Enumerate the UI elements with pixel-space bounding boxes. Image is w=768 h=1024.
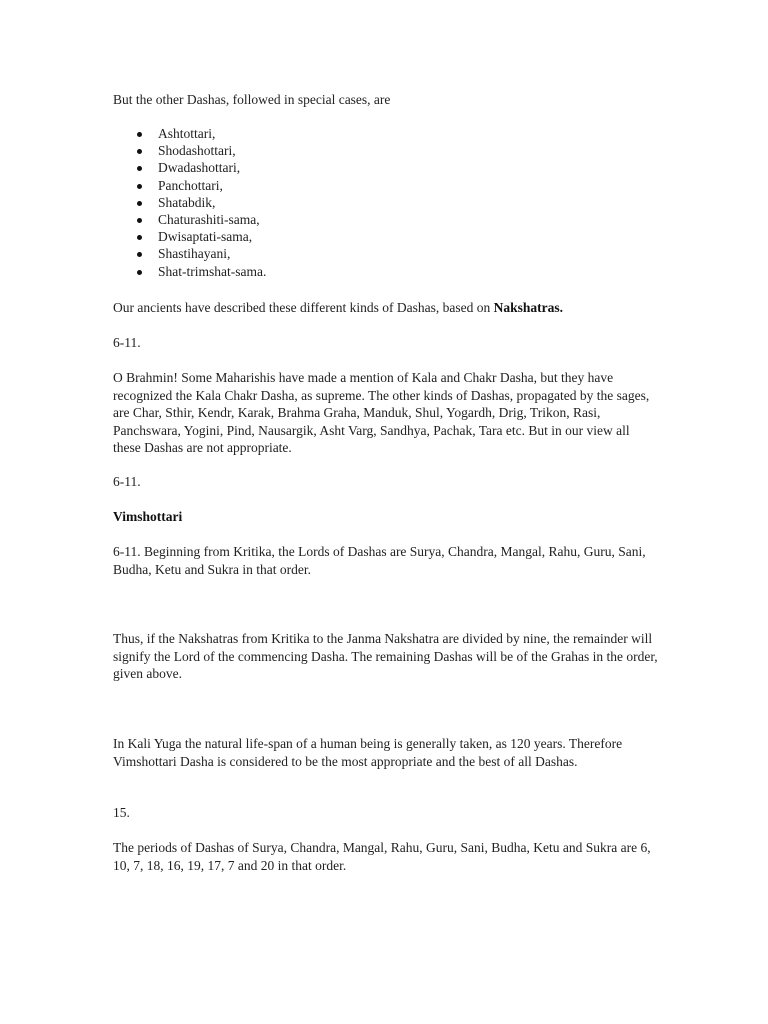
verse-reference: 6-11. bbox=[113, 474, 141, 489]
intro-text: But the other Dashas, followed in special cases, are bbox=[113, 92, 391, 107]
ancients-text: Our ancients have described these different kinds of Dashas, based on bbox=[113, 300, 494, 315]
nakshatras-bold: Nakshatras. bbox=[493, 300, 564, 315]
list-item: Chaturashiti-sama, bbox=[113, 211, 266, 228]
verse-reference: 6-11. bbox=[113, 335, 141, 350]
brahmin-paragraph: O Brahmin! Some Maharishis have made a mention of Kala and Chakr Dasha, but they have recognized the Kala Chakr Dasha, as supreme. The other kinds of Dashas, propagated by the sages, are Char, Sthir, Kendr, Karak, Brahma Graha, Manduk, Shul, Yogardh, Drig, Trikon, Rasi, Panchswara, Yogini, Pind, Nausargik, Asht Varg, Sandhya, Pachak, Tara etc. But in our view all these Dashas are not appropriate. bbox=[113, 370, 650, 455]
list-item: Shat-trimshat-sama. bbox=[113, 263, 266, 280]
list-item: Panchottari, bbox=[113, 177, 266, 194]
list-item: Shodashottari, bbox=[113, 142, 266, 159]
thus-paragraph: Thus, if the Nakshatras from Kritika to the Janma Nakshatra are divided by nine, the remainder will signify the Lord of the commencing Dasha. The remaining Dashas will be of the Grahas in the order, given above. bbox=[113, 631, 658, 681]
list-item: Dwadashottari, bbox=[113, 159, 266, 176]
list-item: Shatabdik, bbox=[113, 194, 266, 211]
dasha-list bbox=[113, 125, 266, 280]
kali-yuga-paragraph: In Kali Yuga the natural life-span of a human being is generally taken, as 120 years. Therefore Vimshottari Dasha is considered to be the most appropriate and the best of all Dashas. bbox=[113, 736, 623, 769]
section-heading: Vimshottari bbox=[113, 509, 183, 524]
list-item: Shastihayani, bbox=[113, 245, 266, 262]
verse-reference: 15. bbox=[113, 805, 130, 820]
ancients-paragraph bbox=[113, 299, 673, 317]
list-item: Dwisaptati-sama, bbox=[113, 228, 266, 245]
lords-paragraph: 6-11. Beginning from Kritika, the Lords of Dashas are Surya, Chandra, Mangal, Rahu, Guru, Sani, Budha, Ketu and Sukra in that order. bbox=[113, 544, 646, 577]
periods-paragraph: The periods of Dashas of Surya, Chandra, Mangal, Rahu, Guru, Sani, Budha, Ketu and Sukra are 6, 10, 7, 18, 16, 19, 17, 7 and 20 in that order. bbox=[113, 840, 651, 873]
list-item: Ashtottari, bbox=[113, 125, 266, 142]
